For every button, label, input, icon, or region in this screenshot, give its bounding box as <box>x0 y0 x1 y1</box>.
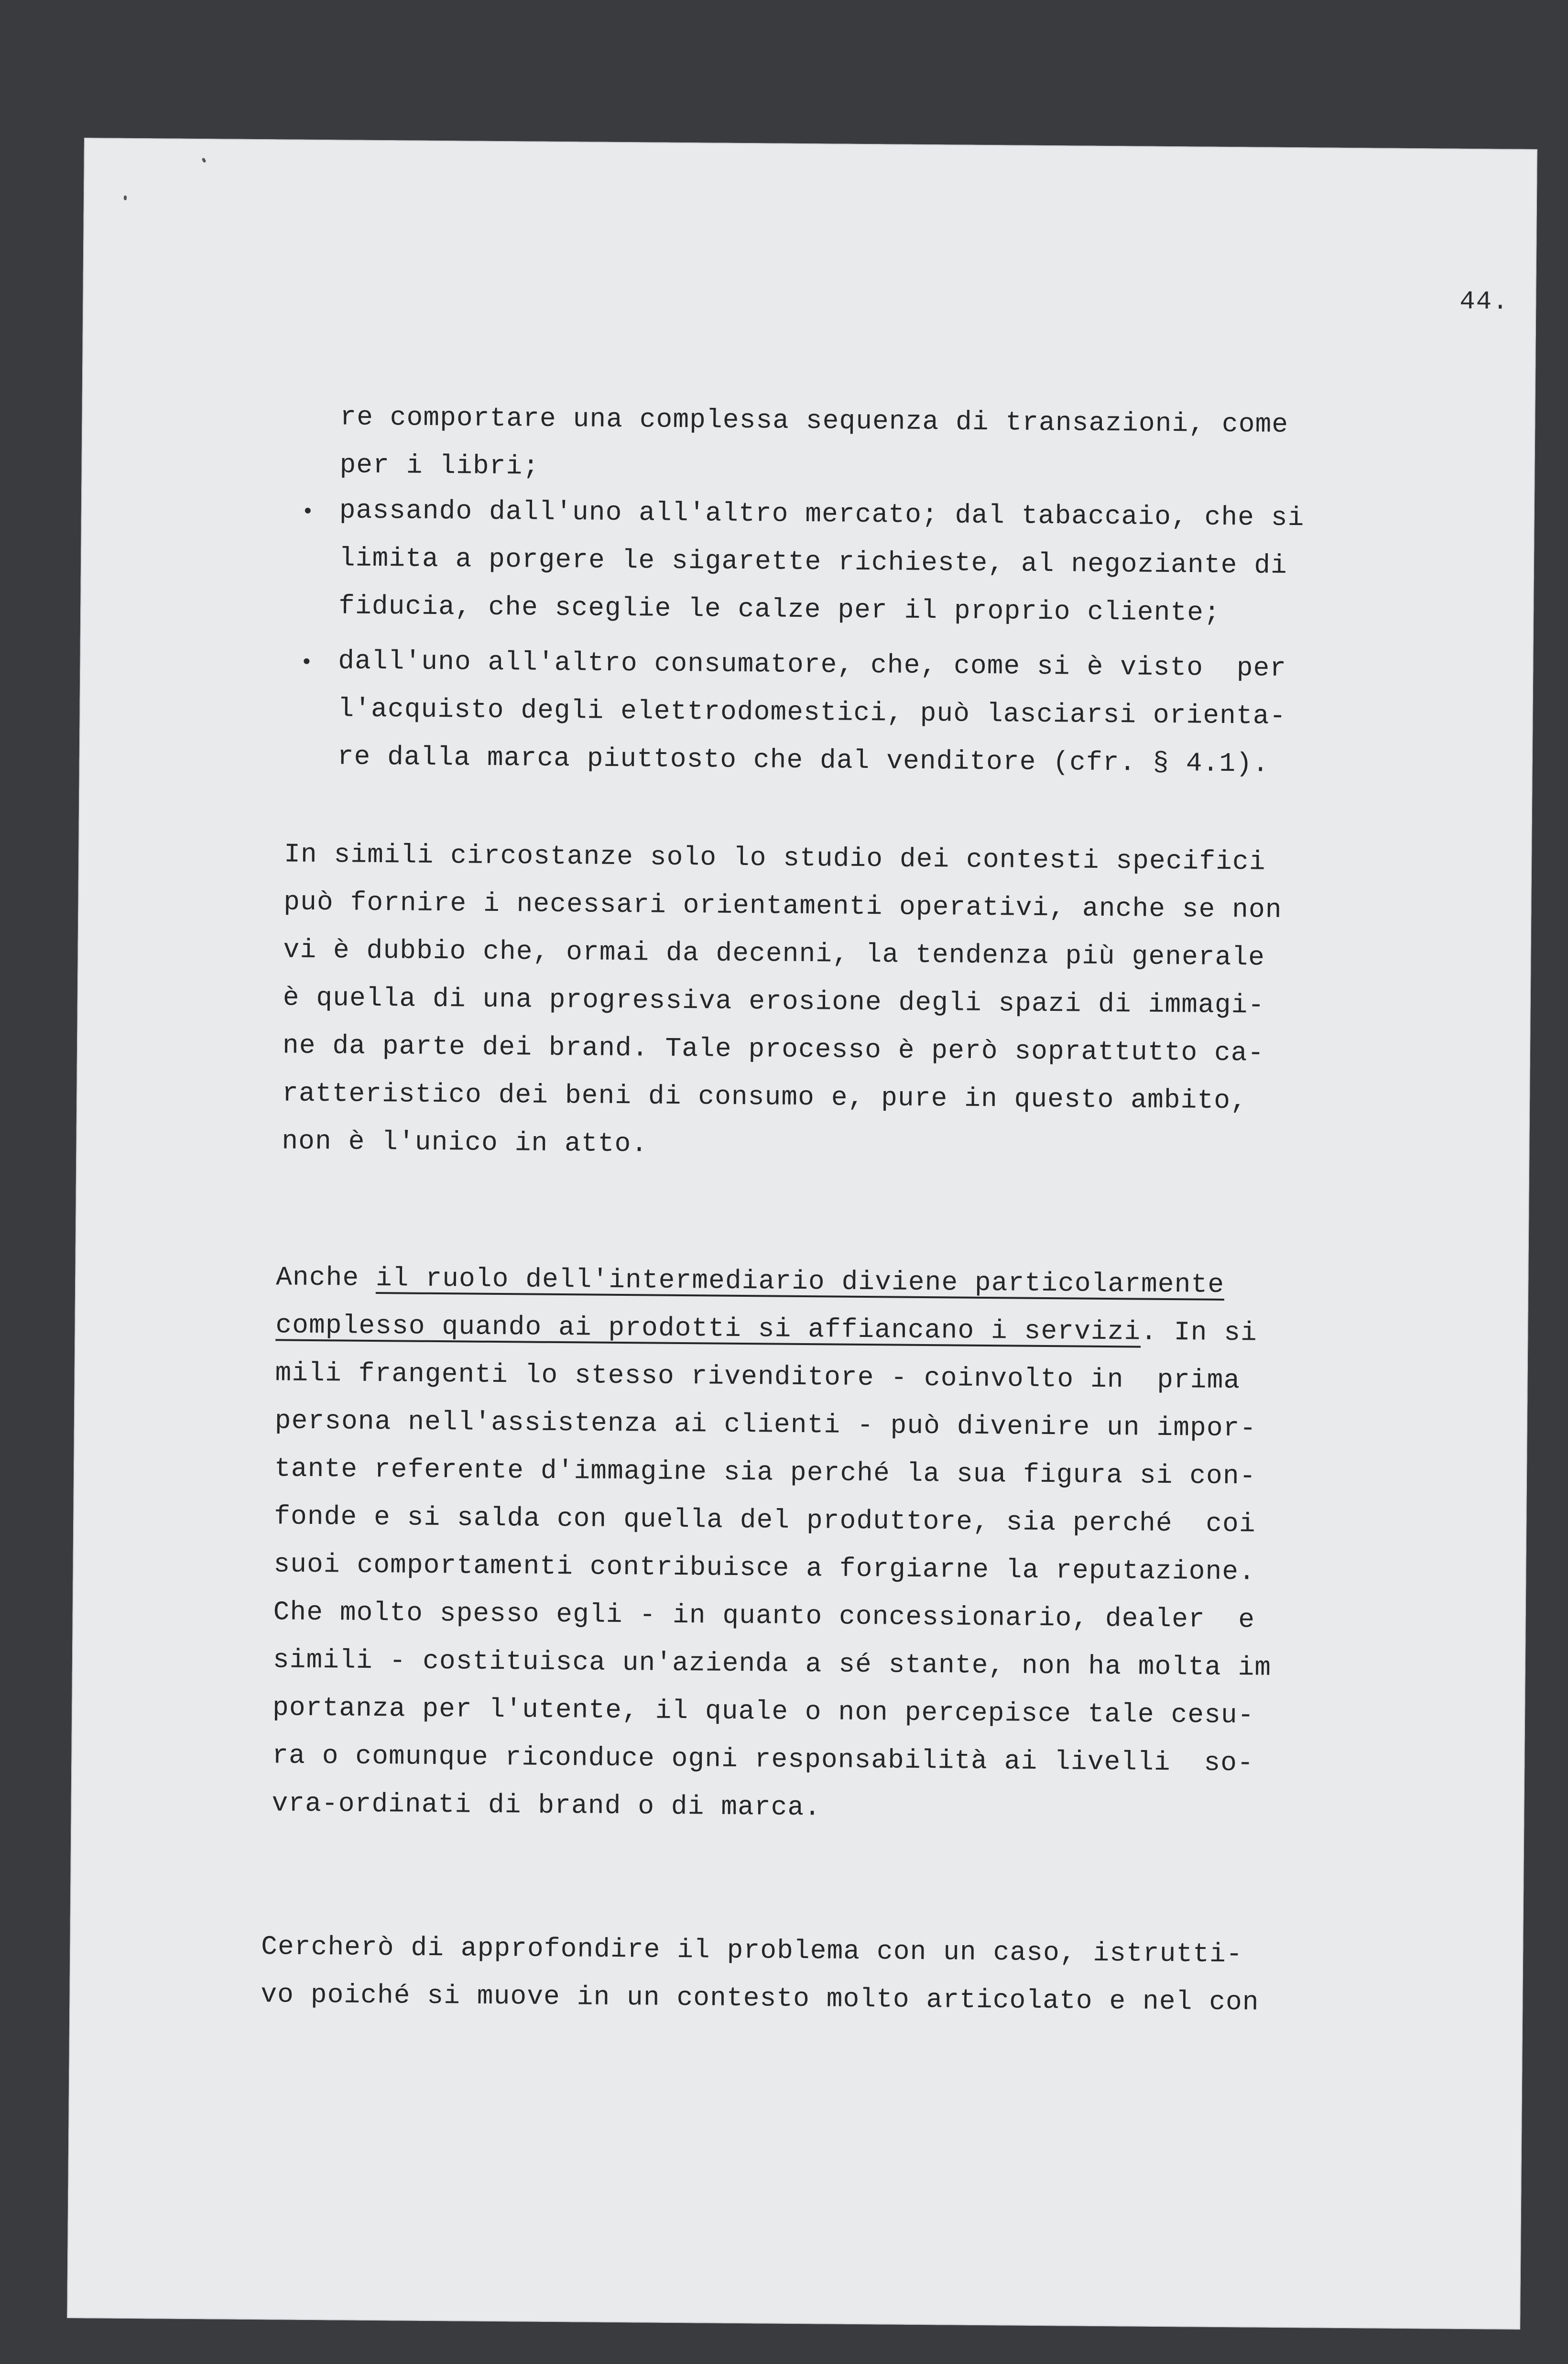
paper-speck <box>124 196 127 200</box>
paragraph-line: fonde e si salda con quella del produttore, sia perché coi <box>274 1501 1256 1540</box>
list-item-line: passando dall'uno all'altro mercato; dal tabaccaio, che si <box>339 495 1305 534</box>
paragraph-line: mili frangenti lo stesso rivenditore - coinvolto in prima <box>275 1357 1241 1396</box>
paragraph-line: Cercherò di approfondire il problema con un caso, istrutti- <box>261 1931 1243 1970</box>
text-line: per i libri; <box>339 449 540 482</box>
list-item-line: re dalla marca piuttosto che dal venditore (cfr. § 4.1). <box>337 741 1270 779</box>
paper-sheet <box>67 138 1537 2330</box>
paragraph-line: tante referente d'immagine sia perché la sua figura si con- <box>274 1453 1256 1492</box>
paragraph-line <box>275 1301 1257 1357</box>
paragraph-line: vra-ordinati di brand o di marca. <box>272 1788 821 1823</box>
paragraph-line: è quella di una progressiva erosione degli spazi di immagi- <box>283 982 1265 1021</box>
paragraph-line: Che molto spesso egli - in quanto concessionario, dealer e <box>273 1597 1255 1635</box>
paragraph-line: simili - costituisca un'azienda a sé stante, non ha molta im <box>272 1644 1272 1683</box>
list-item-line: limita a porgere le sigarette richieste, al negoziante di <box>338 543 1288 581</box>
text-run: Anche <box>275 1262 376 1293</box>
paragraph-line: può fornire i necessari orientamenti operativi, anche se non <box>283 886 1282 925</box>
list-item-line: dall'uno all'altro consumatore, che, come si è visto per <box>338 646 1287 684</box>
paragraph-line: vi è dubbio che, ormai da decenni, la tendenza più generale <box>283 934 1265 973</box>
paragraph-line: portanza per l'utente, il quale o non percepisce tale cesu- <box>272 1692 1254 1731</box>
page-number: 44. <box>1459 287 1509 317</box>
list-item-line: l'acquisto degli elettrodomestici, può lasciarsi orienta- <box>338 693 1286 732</box>
paragraph-line: ra o comunque riconduce ogni responsabilità ai livelli so- <box>272 1740 1254 1779</box>
text-run: . In si <box>1141 1316 1258 1348</box>
paper-speck <box>202 157 207 163</box>
paragraph-line: non è l'unico in atto. <box>282 1126 648 1160</box>
paragraph-line: ne da parte dei brand. Tale processo è però soprattutto ca- <box>282 1030 1264 1069</box>
bullet-dot <box>304 658 309 664</box>
paragraph-line: vo poiché si muove in un contesto molto articolato e nel con <box>261 1979 1259 2018</box>
paragraph-line: ratteristico dei beni di consumo e, pure in questo ambito, <box>282 1078 1248 1116</box>
paragraph-line: suoi comportamenti contribuisce a forgiarne la reputazione. <box>273 1549 1256 1587</box>
paragraph-line: persona nell'assistenza ai clienti - può divenire un impor- <box>274 1405 1257 1444</box>
underlined-text: il ruolo dell'intermediario diviene particolarmente <box>375 1262 1225 1300</box>
list-item-line: fiducia, che sceglie le calze per il proprio cliente; <box>338 591 1221 628</box>
paragraph-line: In simili circostanze solo lo studio dei contesti specifici <box>283 839 1266 877</box>
text-line: re comportare una complessa sequenza di transazioni, come <box>340 402 1289 440</box>
paragraph-line <box>276 1253 1225 1309</box>
bullet-dot <box>305 508 311 514</box>
underlined-text: complesso quando ai prodotti si affiancano i servizi <box>275 1310 1141 1347</box>
